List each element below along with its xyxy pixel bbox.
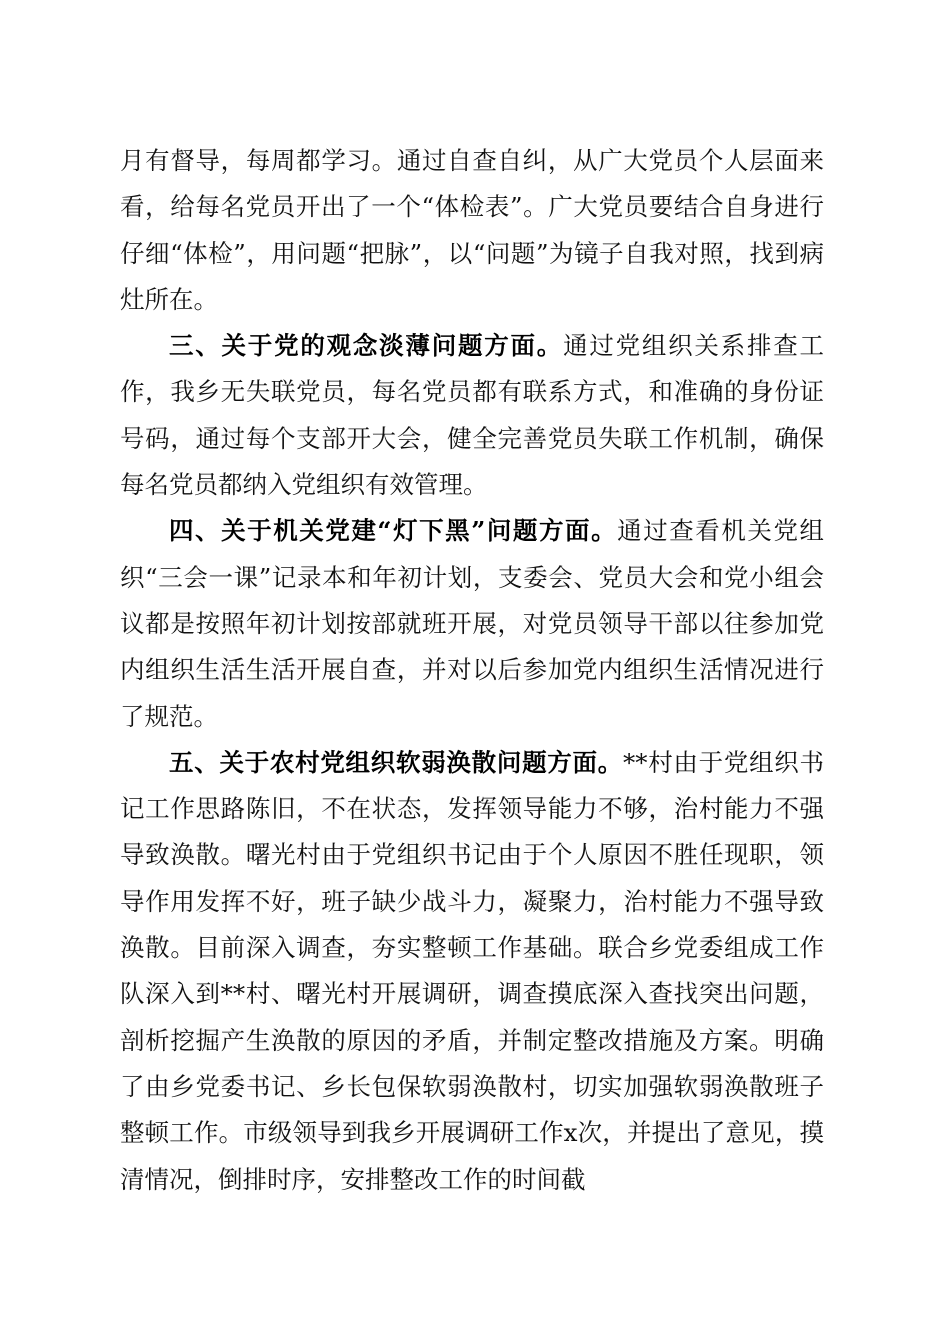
paragraph-text: 月有督导，每周都学习。通过自查自纠，从广大党员个人层面来看，给每名党员开出了一个“体检表”。广大党员要结合自身进行仔细“体检”，用问题“把脉”，以“问题”为镜子自我对照，找到病灶所在。 [120, 146, 824, 314]
paragraph-section-5 [120, 740, 824, 1203]
paragraph-text: **村由于党组织书记工作思路陈旧，不在状态，发挥领导能力不够，治村能力不强导致涣散。曙光村由于党组织书记由于个人原因不胜任现职，领导作用发挥不好，班子缺少战斗力，凝聚力，治村能力不强导致涣散。目前深入调查，夯实整顿工作基础。联合乡党委组成工作队深入到**村、曙光村开展调研，调查摸底深入查找突出问题，剖析挖掘产生涣散的原因的矛盾，并制定整改措施及方案。明确了由乡党委书记、乡长包保软弱涣散村，切实加强软弱涣散班子整顿工作。市级领导到我乡开展调研工作x次，并提出了意见，摸清情况，倒排时序，安排整改工作的时间截 [120, 747, 825, 1194]
section-heading: 五、关于农村党组织软弱涣散问题方面。 [169, 747, 623, 777]
paragraph-continuation [120, 138, 824, 323]
document-body [120, 138, 824, 1203]
section-heading: 四、关于机关党建“灯下黑”问题方面。 [169, 516, 618, 546]
section-heading: 三、关于党的观念淡薄问题方面。 [169, 331, 564, 361]
paragraph-section-3 [120, 323, 824, 508]
paragraph-text: 通过党组织关系排查工作，我乡无失联党员，每名党员都有联系方式，和准确的身份证号码，通过每个支部开大会，健全完善党员失联工作机制，确保每名党员都纳入党组织有效管理。 [120, 331, 824, 500]
paragraph-text: 通过查看机关党组织“三会一课”记录本和年初计划，支委会、党员大会和党小组会议都是按照年初计划按部就班开展，对党员领导干部以往参加党内组织生活生活开展自查，并对以后参加党内组织生活情况进行了规范。 [120, 516, 825, 731]
paragraph-section-4 [120, 508, 824, 739]
